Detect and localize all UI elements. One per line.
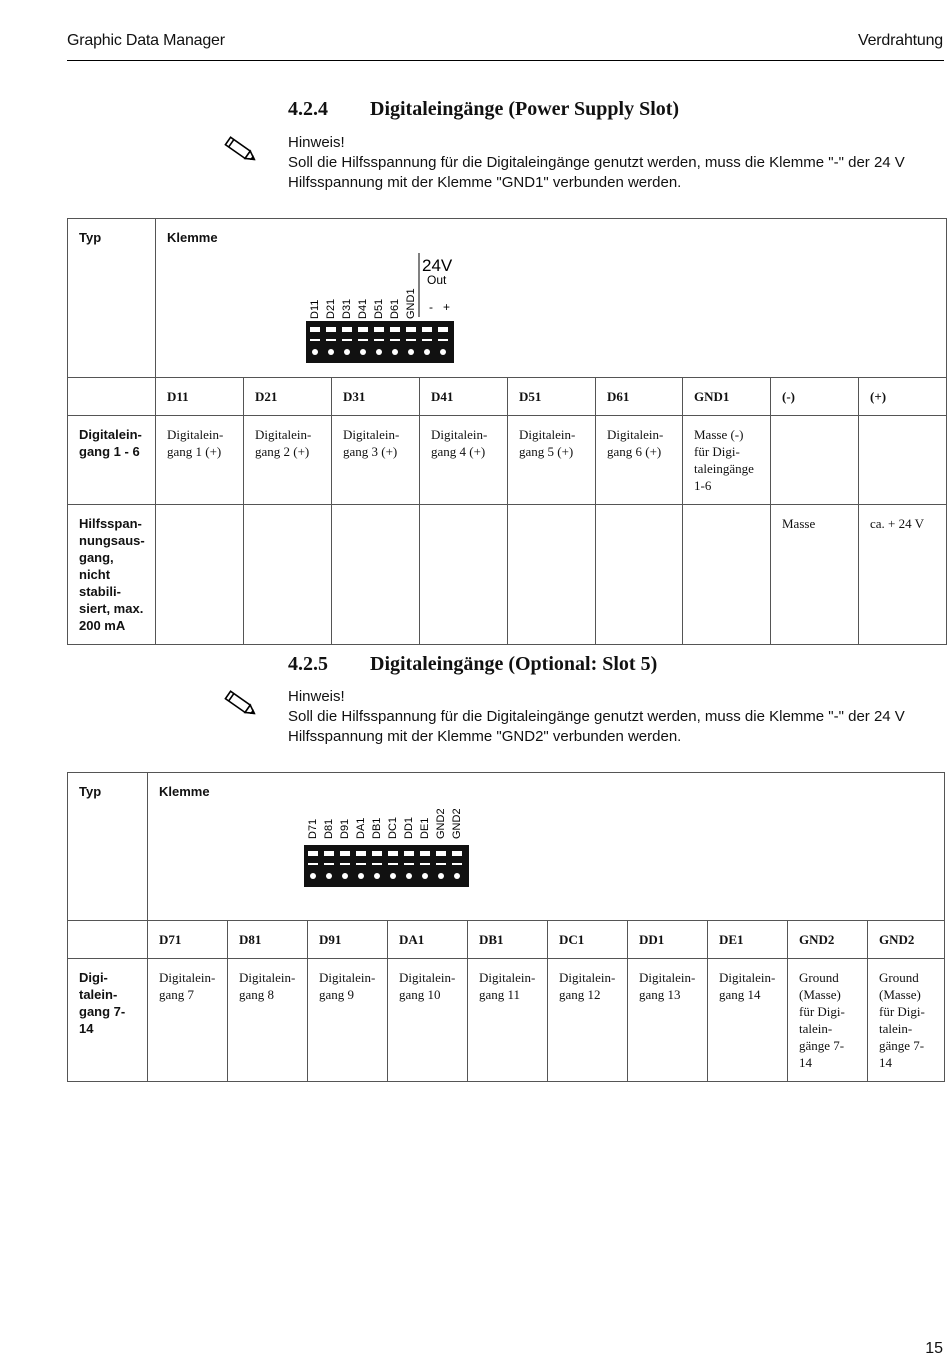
terminal-table-2 [67,772,945,1082]
table-cell: Digitalein-gang 7 [148,959,228,1082]
table-cell: Digitalein-gang 8 [228,959,308,1082]
table-cell: Digitalein-gang 13 [628,959,708,1082]
diagram-label-gnd1: GND1 [405,288,417,319]
klemme-diagram-cell [156,219,947,378]
section-number: 4.2.5 [288,653,328,675]
terminal-dc1: DC1 [548,921,628,959]
col-header-klemme: Klemme [159,784,210,799]
terminal-d81: D81 [228,921,308,959]
terminal-db1: DB1 [468,921,548,959]
table-cell: Masse [771,505,859,645]
note-text: Soll die Hilfsspannung für die Digitaleingänge genutzt werden, muss die Klemme "-" der 24 V Hilfsspannung mit der Klemme "GND2" verbunden werden. [288,708,905,745]
table-cell: Ground (Masse) für Digi-talein-gänge 7-14 [868,959,945,1082]
row-typ-hilfsspannung: Hilfsspan-nungsaus-gang, nicht stabili-siert, max. 200 mA [68,505,156,645]
empty-typ-cell [68,378,156,416]
diagram-label-da1: DA1 [355,817,367,839]
table-cell: Digitalein-gang 6 (+) [596,416,683,505]
diagram-label-gnd2: GND2 [451,808,463,839]
pencil-icon [220,130,260,170]
terminal-d51: D51 [508,378,596,416]
running-header-section: Verdrahtung [858,32,943,49]
table-cell: Digitalein-gang 11 [468,959,548,1082]
terminal-block-diagram-1 [306,249,476,367]
table-cell: Digitalein-gang 5 (+) [508,416,596,505]
pencil-icon [220,684,260,724]
section-4-2-5-title [288,653,657,676]
note-label: Hinweis! [288,134,345,151]
terminal-de1: DE1 [708,921,788,959]
terminal-d11: D11 [156,378,244,416]
diagram-label-d41: D41 [357,298,369,319]
page-number: 15 [925,1340,943,1357]
terminal-d21: D21 [244,378,332,416]
terminal-dd1: DD1 [628,921,708,959]
section-title-text: Digitaleingänge (Power Supply Slot) [370,98,680,120]
table-cell [508,505,596,645]
diagram-label-dc1: DC1 [387,816,399,839]
note-block-1 [288,133,944,193]
table-cell: Digitalein-gang 4 (+) [420,416,508,505]
section-number: 4.2.4 [288,98,328,120]
terminal-table-1 [67,218,947,645]
diagram-label-d71: D71 [307,818,319,839]
table-cell [771,416,859,505]
table-cell: Digitalein-gang 12 [548,959,628,1082]
header-rule [67,60,944,61]
diagram-label-d91: D91 [339,818,351,839]
table-cell [683,505,771,645]
table-cell: Digitalein-gang 1 (+) [156,416,244,505]
col-header-klemme: Klemme [167,230,218,245]
diagram-label-d81: D81 [323,818,335,839]
table-cell [244,505,332,645]
diagram-plus-label: + [443,300,451,314]
row-typ-digitaleingang-1-6: Digitalein-gang 1 - 6 [68,416,156,505]
table-cell: Digitalein-gang 9 [308,959,388,1082]
note-label: Hinweis! [288,688,345,705]
table-cell: ca. + 24 V [859,505,947,645]
table-cell [420,505,508,645]
terminal-block-diagram-2 [304,803,484,889]
table-cell: Digitalein-gang 2 (+) [244,416,332,505]
diagram-label-d21: D21 [325,298,337,319]
diagram-label-d51: D51 [373,298,385,319]
terminal-d31: D31 [332,378,420,416]
diagram-24v-label: 24V [422,256,453,275]
diagram-label-de1: DE1 [419,817,431,839]
klemme-diagram-cell [148,773,945,921]
terminal-da1: DA1 [388,921,468,959]
terminal-gnd1: GND1 [683,378,771,416]
row-typ-digitaleingang-7-14: Digi-talein-gang 7-14 [68,959,148,1082]
terminal-minus: (-) [771,378,859,416]
terminal-d61: D61 [596,378,683,416]
empty-typ-cell [68,921,148,959]
diagram-label-d31: D31 [341,298,353,319]
section-title-text: Digitaleingänge (Optional: Slot 5) [370,653,658,675]
table-cell: Ground (Masse) für Digi-talein-gänge 7-14 [788,959,868,1082]
table-cell [596,505,683,645]
diagram-out-label: Out [427,273,447,287]
table-cell: Digitalein-gang 10 [388,959,468,1082]
col-header-typ: Typ [68,219,156,378]
diagram-minus-label: - [429,300,433,314]
terminal-plus: (+) [859,378,947,416]
running-header-title: Graphic Data Manager [67,32,225,49]
section-4-2-4-title [288,98,679,121]
terminal-d91: D91 [308,921,388,959]
note-text: Soll die Hilfsspannung für die Digitaleingänge genutzt werden, muss die Klemme "-" der 24 V Hilfsspannung mit der Klemme "GND1" verbunden werden. [288,154,905,191]
col-header-typ: Typ [68,773,148,921]
table-cell: Digitalein-gang 14 [708,959,788,1082]
table-cell: Digitalein-gang 3 (+) [332,416,420,505]
terminal-gnd2: GND2 [788,921,868,959]
note-block-2 [288,687,944,747]
table-cell [156,505,244,645]
terminal-gnd2: GND2 [868,921,945,959]
terminal-d41: D41 [420,378,508,416]
table-cell [332,505,420,645]
terminal-d71: D71 [148,921,228,959]
diagram-label-dd1: DD1 [403,816,415,839]
table-cell: Masse (-) für Digi-taleingänge 1-6 [683,416,771,505]
diagram-label-d61: D61 [389,298,401,319]
diagram-label-d11: D11 [309,299,321,319]
diagram-label-db1: DB1 [371,817,383,839]
diagram-label-gnd2: GND2 [435,808,447,839]
table-cell [859,416,947,505]
